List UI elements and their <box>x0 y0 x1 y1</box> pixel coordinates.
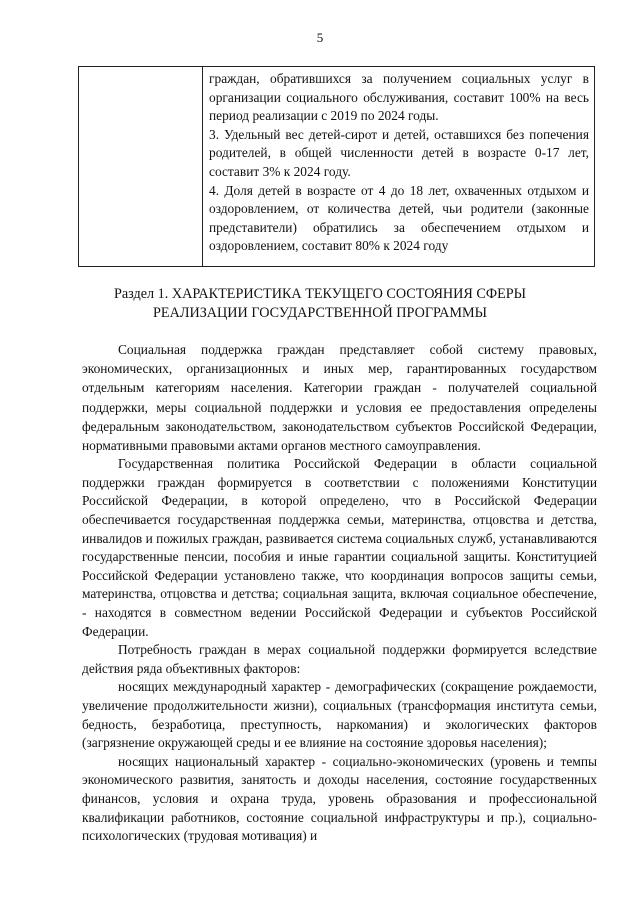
section-title <box>60 285 580 323</box>
section-title-line: Раздел 1. ХАРАКТЕРИСТИКА ТЕКУЩЕГО СОСТОЯНИЯ СФЕРЫ <box>113 286 527 302</box>
body-paragraph: Потребность граждан в мерах социальной поддержки формируется вследствие действия ряда объективных факторов: <box>82 642 597 676</box>
body-paragraph: носящих национальный характер - социально-экономических (уровень и темпы экономического развития, занятость и доходы населения, состояние государственных финансов, условия и охрана труда, уровень образования и профессиональной квалификации работников, состояние социальной инфраструктуры и пр.), социально-психологических (трудовая мотивация) и <box>82 753 597 844</box>
table-left-cell <box>79 67 203 266</box>
page-number: 5 <box>316 30 324 45</box>
body-text <box>82 340 597 846</box>
body-paragraph: Социальная поддержка граждан представляет собой систему правовых, экономических, организационных и иных мер, гарантированных государством отдельным категориям населения. Категории граждан - получателей социальной поддержки, меры социальной поддержки и условия ее предоставления определены федеральным законодательством, законодательством субъектов Российской Федерации, нормативными правовыми актами органов местного самоуправления. <box>82 342 597 454</box>
table-paragraph: 4. Доля детей в возрасте от 4 до 18 лет, охваченных отдыхом и оздоровлением, от количества детей, чьи родители (законные представители) обратились за обеспечением отдыхом и оздоровлением, составит 80% к 2024 году <box>209 182 589 254</box>
table-paragraph: 3. Удельный вес детей-сирот и детей, оставшихся без попечения родителей, в общей численности детей в возрасте 0-17 лет, составит 3% к 2024 году. <box>209 126 589 179</box>
body-paragraph: Государственная политика Российской Федерации в области социальной поддержки граждан формируется в соответствии с положениями Конституции Российской Федерации, в которой определено, что в Российской Федерации обеспечивается государственная поддержка семьи, материнства, отцовства и детства, инвалидов и пожилых граждан, развивается система социальных служб, устанавливаются государственные пенсии, пособия и иные гарантии социальной защиты. Конституцией Российской Федерации установлено также, что координация вопросов защиты семьи, материнства, отцовства и детства; социальная защита, включая социальное обеспечение, - находятся в совместном ведении Российской Федерации и субъектов Российской Федерации. <box>82 456 597 639</box>
table-paragraph: граждан, обратившихся за получением социальных услуг в организации социального обслуживания, составит 100% на весь период реализации с 2019 по 2024 годы. <box>209 71 589 124</box>
table-right-cell <box>203 67 594 266</box>
section-title-line: РЕАЛИЗАЦИИ ГОСУДАРСТВЕННОЙ ПРОГРАММЫ <box>153 305 487 321</box>
goals-table-fragment <box>78 66 595 267</box>
body-paragraph: носящих международный характер - демографических (сокращение рождаемости, увеличение продолжительности жизни), социальных (трансформация института семьи, бедность, безработица, преступность, наркомания) и экологических факторов (загрязнение окружающей среды и ее влияние на состояние здоровья населения); <box>82 679 597 751</box>
